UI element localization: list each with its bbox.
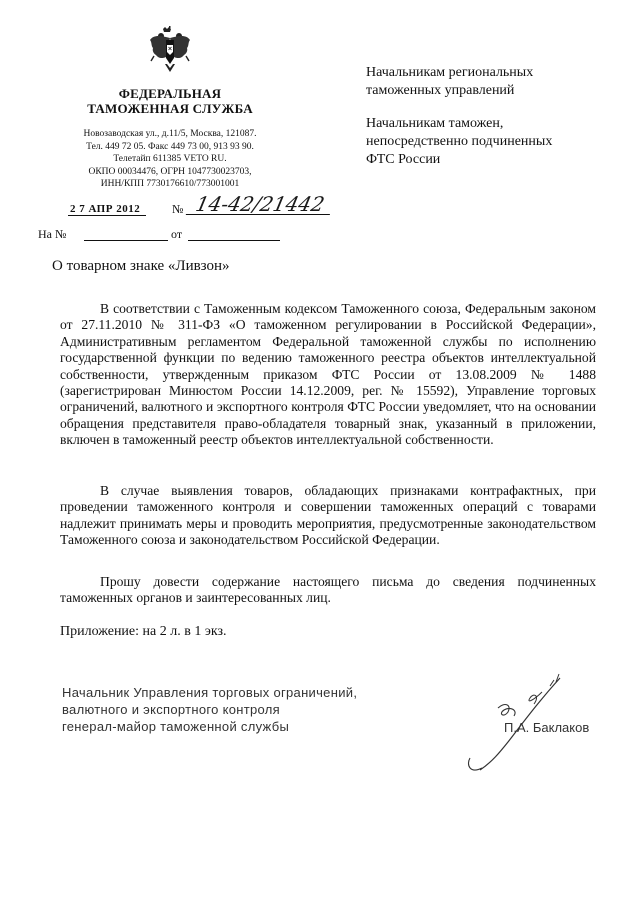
attachment-note: Приложение: на 2 л. в 1 экз. — [60, 624, 227, 639]
double-headed-eagle-emblem-icon — [148, 26, 192, 76]
signatory-title — [62, 684, 357, 735]
body-paragraph-3 — [60, 574, 596, 607]
recipient-block-2 — [366, 115, 616, 169]
registration-number: 14-42/21442 — [186, 194, 334, 215]
org-name-line2: ТАМОЖЕННАЯ СЛУЖБА — [87, 101, 253, 116]
address-line: ОКПО 00034476, ОГРН 1047730023703, — [88, 166, 252, 177]
registration-date: 2 7 АПР 2012 — [68, 203, 146, 216]
signatory-title-line: генерал-майор таможенной службы — [62, 719, 290, 734]
org-name-line1: ФЕДЕРАЛЬНАЯ — [118, 86, 222, 101]
signatory-title-line: валютного и экспортного контроля — [62, 702, 281, 717]
registration-number-label: № — [172, 202, 184, 216]
recipient-line: Начальникам таможен, — [366, 116, 504, 131]
body-paragraph-1 — [60, 301, 596, 449]
paragraph-text: В соответствии с Таможенным кодексом Таможенного союза, Федеральным законом от 27.11.2010 № 311-ФЗ «О таможенном регулировании в Российской Федерации», Административным регламентом Федеральной таможенной службы по исполнению государственной функции по ведению таможенного реестра объектов интеллектуальной собственности, утвержденным приказом ФТС России от 13.08.2009 № 1488 (зарегистрирован Минюстом России 14.12.2009, рег. № 15592), Управление торговых ограничений, валютного и экспортного контроля ФТС России уведомляет, что на основании обращения представителя право-обладателя товарный знак, указанный в приложении, включен в таможенный реестр объектов интеллектуальной собственности. — [60, 301, 596, 448]
reply-to-date-label: от — [171, 227, 183, 241]
recipient-block-1 — [366, 64, 616, 100]
paragraph-text: Прошу довести содержание настоящего письма до сведения подчиненных таможенных органов и заинтересованных лиц. — [60, 574, 596, 606]
address-line: Новозаводская ул., д.11/5, Москва, 121087. — [83, 129, 257, 139]
recipient-line: таможенных управлений — [366, 83, 515, 98]
body-paragraph-2 — [60, 483, 596, 549]
letter-subject: О товарном знаке «Ливзон» — [52, 258, 230, 274]
org-address-block — [60, 128, 280, 191]
reply-to-number-line — [84, 240, 168, 241]
reply-to-number-label: На № — [38, 227, 67, 241]
address-line: ИНН/КПП 7730176610/773001001 — [100, 179, 240, 189]
paragraph-text: В случае выявления товаров, обладающих признаками контрафактных, при проведении таможенного контроля и совершении таможенных операций с товарами надлежит принимать меры и проводить мероприятия, предусмотренные законодательством Таможенного союза и законодательством Российской Федерации. — [60, 483, 596, 548]
recipient-line: ФТС России — [366, 152, 441, 167]
signatory-title-line: Начальник Управления торговых ограничений, — [62, 685, 358, 700]
address-line: Телетайп 611385 VETO RU. — [113, 154, 227, 164]
recipient-line: Начальникам региональных — [366, 65, 534, 80]
reply-to-date-line — [188, 240, 280, 241]
address-line: Тел. 449 72 05. Факс 449 73 00, 913 93 90. — [86, 141, 254, 152]
recipient-line: непосредственно подчиненных — [366, 134, 553, 149]
signatory-name: П.А. Баклаков — [504, 720, 590, 735]
